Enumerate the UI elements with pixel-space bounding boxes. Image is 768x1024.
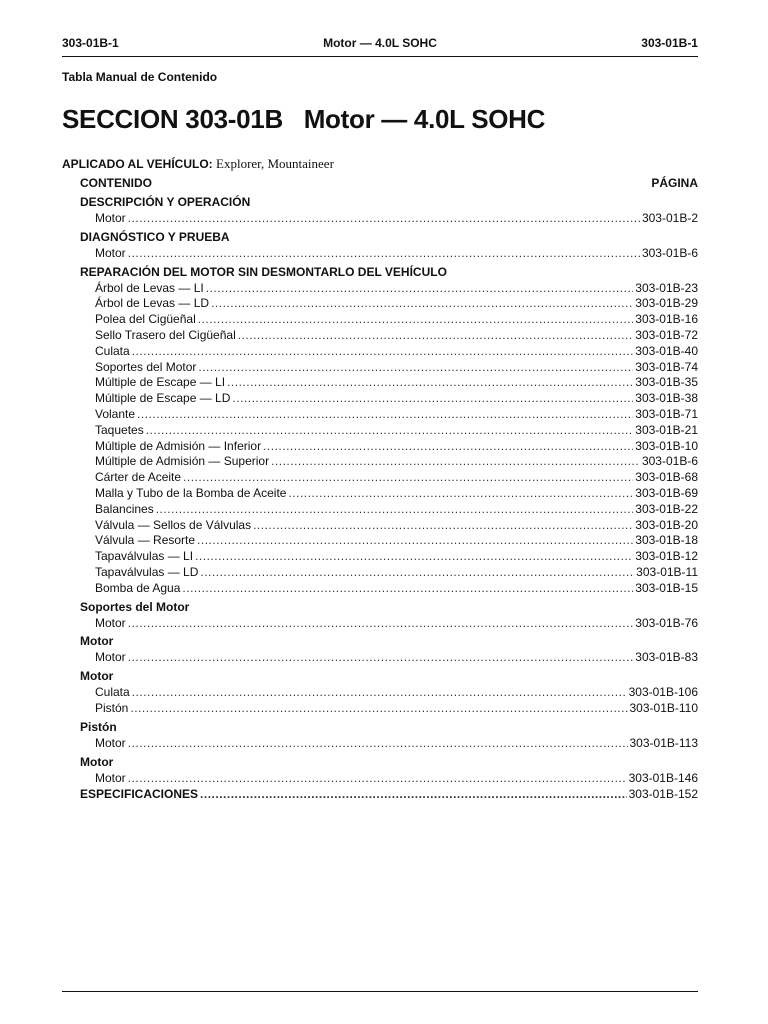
toc-entry-page: 303-01B-6 (641, 245, 698, 260)
dot-leader (128, 211, 640, 227)
toc-entry-title: Malla y Tubo de la Bomba de Aceite (95, 485, 287, 500)
toc-entry-title: Polea del Cigüeñal (95, 312, 196, 327)
toc-entry-title: Múltiple de Escape — LI (95, 375, 226, 390)
toc-entry-page: 303-01B-12 (635, 549, 698, 564)
toc-entry-page: 303-01B-6 (641, 454, 698, 469)
dot-leader (128, 616, 634, 632)
toc-group-title: REPARACIÓN DEL MOTOR SIN DESMONTARLO DEL VEHÍCULO (80, 264, 447, 279)
toc-entry-title: Sello Trasero del Cigüeñal (95, 327, 236, 342)
toc-entry-page: 303-01B-74 (635, 359, 698, 374)
dot-leader (197, 533, 633, 549)
toc-entry-title: Árbol de Levas — LI (95, 280, 204, 295)
dot-leader (227, 375, 633, 391)
toc-group (80, 718, 698, 752)
page-column-header: PÁGINA (651, 176, 698, 190)
toc-group-title: Soportes del Motor (80, 599, 190, 614)
toc-entry-title: Válvula — Sellos de Válvulas (95, 517, 252, 532)
toc-entry-title: Válvula — Resorte (95, 533, 196, 548)
toc-entry[interactable] (80, 344, 698, 360)
dot-leader (200, 787, 627, 803)
toc-group-title: Motor (80, 634, 114, 649)
toc-entry[interactable] (80, 502, 698, 518)
toc-entry[interactable] (80, 454, 698, 470)
toc-entry-title: Motor (95, 650, 126, 665)
dot-leader (183, 470, 633, 486)
toc-entry-title: Árbol de Levas — LD (95, 296, 210, 311)
toc-entry-title: ESPECIFICACIONES (80, 787, 199, 802)
toc-entry[interactable] (80, 375, 698, 391)
dot-leader (182, 581, 633, 597)
section-title: SECCION 303-01B Motor — 4.0L SOHC (62, 104, 546, 134)
dot-leader (132, 685, 627, 701)
dot-leader (198, 360, 633, 376)
dot-leader (128, 246, 640, 262)
toc-entry-page: 303-01B-22 (635, 501, 698, 516)
toc-entry[interactable] (80, 246, 698, 262)
toc-entry[interactable] (80, 439, 698, 455)
toc-column-headers (80, 175, 698, 192)
toc-entry-page: 303-01B-16 (635, 312, 698, 327)
toc-entry-title: Múltiple de Admisión — Inferior (95, 438, 262, 453)
toc-group-title: DESCRIPCIÓN Y OPERACIÓN (80, 195, 251, 209)
toc-entry[interactable] (80, 736, 698, 752)
toc-entry[interactable] (80, 685, 698, 701)
toc-entry-page: 303-01B-2 (641, 211, 698, 225)
toc-entry-title: Motor (95, 735, 126, 750)
toc-entry-title: Motor (95, 615, 126, 630)
toc-group-title: DIAGNÓSTICO Y PRUEBA (80, 229, 230, 244)
toc-entry[interactable] (80, 650, 698, 666)
toc-entry[interactable] (80, 407, 698, 423)
dot-leader (132, 344, 634, 360)
toc-groups (80, 193, 698, 786)
toc-entry-page: 303-01B-20 (635, 517, 698, 532)
toc-entry-title: Múltiple de Escape — LD (95, 391, 231, 406)
toc-entry[interactable] (80, 296, 698, 312)
toc-entry-page: 303-01B-68 (635, 470, 698, 485)
toc-entry-title: Tapaválvulas — LD (95, 564, 199, 579)
dot-leader (253, 518, 633, 534)
toc-entry-page: 303-01B-11 (636, 564, 698, 579)
dot-leader (195, 549, 633, 565)
applies-to-vehicle (62, 156, 334, 172)
toc-entry[interactable] (80, 470, 698, 486)
toc-entry-title: Tapaválvulas — LI (95, 549, 194, 564)
toc-group-title: Motor (80, 669, 114, 684)
dot-leader (130, 701, 627, 717)
toc-entry-page: 303-01B-71 (635, 406, 698, 421)
toc-entry-page: 303-01B-15 (635, 580, 698, 595)
toc-entry-title: Múltiple de Admisión — Superior (95, 454, 270, 469)
toc-entry-title: Motor (95, 211, 126, 225)
toc-entry[interactable] (80, 391, 698, 407)
toc-group (80, 193, 698, 227)
toc-entry-page: 303-01B-106 (628, 685, 698, 700)
toc-entry-title: Bomba de Agua (95, 580, 181, 595)
dot-leader (146, 423, 634, 439)
dot-leader (198, 312, 634, 328)
toc-entry-page: 303-01B-29 (635, 296, 698, 311)
toc-entry-title: Volante (95, 406, 136, 421)
toc-group-title: Motor (80, 754, 114, 769)
toc-entry[interactable] (80, 423, 698, 439)
toc-entry[interactable] (80, 565, 698, 581)
toc-entry[interactable] (80, 616, 698, 632)
toc-entry-title: Motor (95, 770, 126, 785)
toc-entry[interactable] (80, 486, 698, 502)
toc-entry-title: Culata (95, 685, 130, 700)
toc-entry[interactable] (80, 581, 698, 597)
toc-entry-page: 303-01B-146 (628, 770, 698, 785)
dot-leader (128, 650, 634, 666)
toc-entry-title: Pistón (95, 700, 129, 715)
toc-group (80, 667, 698, 717)
dot-leader (211, 296, 633, 312)
applies-value: Explorer, Mountaineer (216, 156, 334, 171)
toc-entry-title: Cárter de Aceite (95, 470, 182, 485)
toc-entry-page: 303-01B-110 (629, 700, 698, 715)
dot-leader (156, 502, 634, 518)
toc-entry-page: 303-01B-23 (635, 280, 698, 295)
toc-group (80, 632, 698, 666)
dot-leader (206, 281, 634, 297)
footer-divider (62, 991, 698, 992)
toc-entry-page: 303-01B-35 (635, 375, 698, 390)
toc-entry-page: 303-01B-38 (635, 391, 698, 406)
toc-group-title: Pistón (80, 719, 117, 734)
toc-entry[interactable] (80, 549, 698, 565)
toc-entry-title: Motor (95, 245, 126, 260)
toc-group (80, 263, 698, 597)
dot-leader (263, 439, 633, 455)
header-center-title: Motor — 4.0L SOHC (323, 36, 437, 50)
toc-entry-page: 303-01B-83 (635, 650, 698, 665)
toc-entry-page: 303-01B-152 (628, 787, 698, 802)
header-left-code: 303-01B-1 (62, 36, 119, 50)
toc-entry-title: Culata (95, 343, 130, 358)
toc-entry-page: 303-01B-69 (635, 485, 698, 500)
dot-leader (128, 736, 628, 752)
toc-entry[interactable] (80, 328, 698, 344)
manual-label: Tabla Manual de Contenido (62, 70, 218, 84)
dot-leader (238, 328, 634, 344)
toc-entry[interactable] (80, 771, 698, 787)
toc-group (80, 598, 698, 632)
toc-entry-page: 303-01B-21 (635, 422, 698, 437)
toc-group (80, 753, 698, 787)
toc-entry-page: 303-01B-40 (635, 343, 698, 358)
toc-entry-specifications[interactable] (80, 787, 698, 803)
toc-entry-page: 303-01B-76 (635, 615, 698, 630)
dot-leader (288, 486, 633, 502)
header-right-code: 303-01B-1 (641, 36, 698, 50)
toc-entry-title: Taquetes (95, 422, 144, 437)
contents-column-header: CONTENIDO (80, 176, 152, 190)
toc-entry[interactable] (80, 533, 698, 549)
toc-entry[interactable] (80, 701, 698, 717)
toc-entry[interactable] (80, 360, 698, 376)
toc-group (80, 228, 698, 262)
toc-entry[interactable] (80, 281, 698, 297)
dot-leader (200, 565, 634, 581)
applies-label: APLICADO AL VEHÍCULO: (62, 157, 213, 171)
running-header (62, 36, 698, 50)
toc-entry-title: Balancines (95, 501, 154, 516)
toc-entry-page: 303-01B-18 (635, 533, 698, 548)
toc-entry-title: Soportes del Motor (95, 359, 197, 374)
toc-entry[interactable] (80, 312, 698, 328)
toc-entry-page: 303-01B-72 (635, 327, 698, 342)
toc-entry[interactable] (80, 518, 698, 534)
header-divider (62, 56, 698, 57)
toc-entry-page: 303-01B-113 (629, 735, 698, 750)
table-of-contents (80, 175, 698, 803)
dot-leader (232, 391, 633, 407)
toc-entry[interactable] (80, 211, 698, 227)
dot-leader (271, 454, 640, 470)
toc-entry-page: 303-01B-10 (635, 438, 698, 453)
dot-leader (128, 771, 627, 787)
dot-leader (137, 407, 633, 423)
